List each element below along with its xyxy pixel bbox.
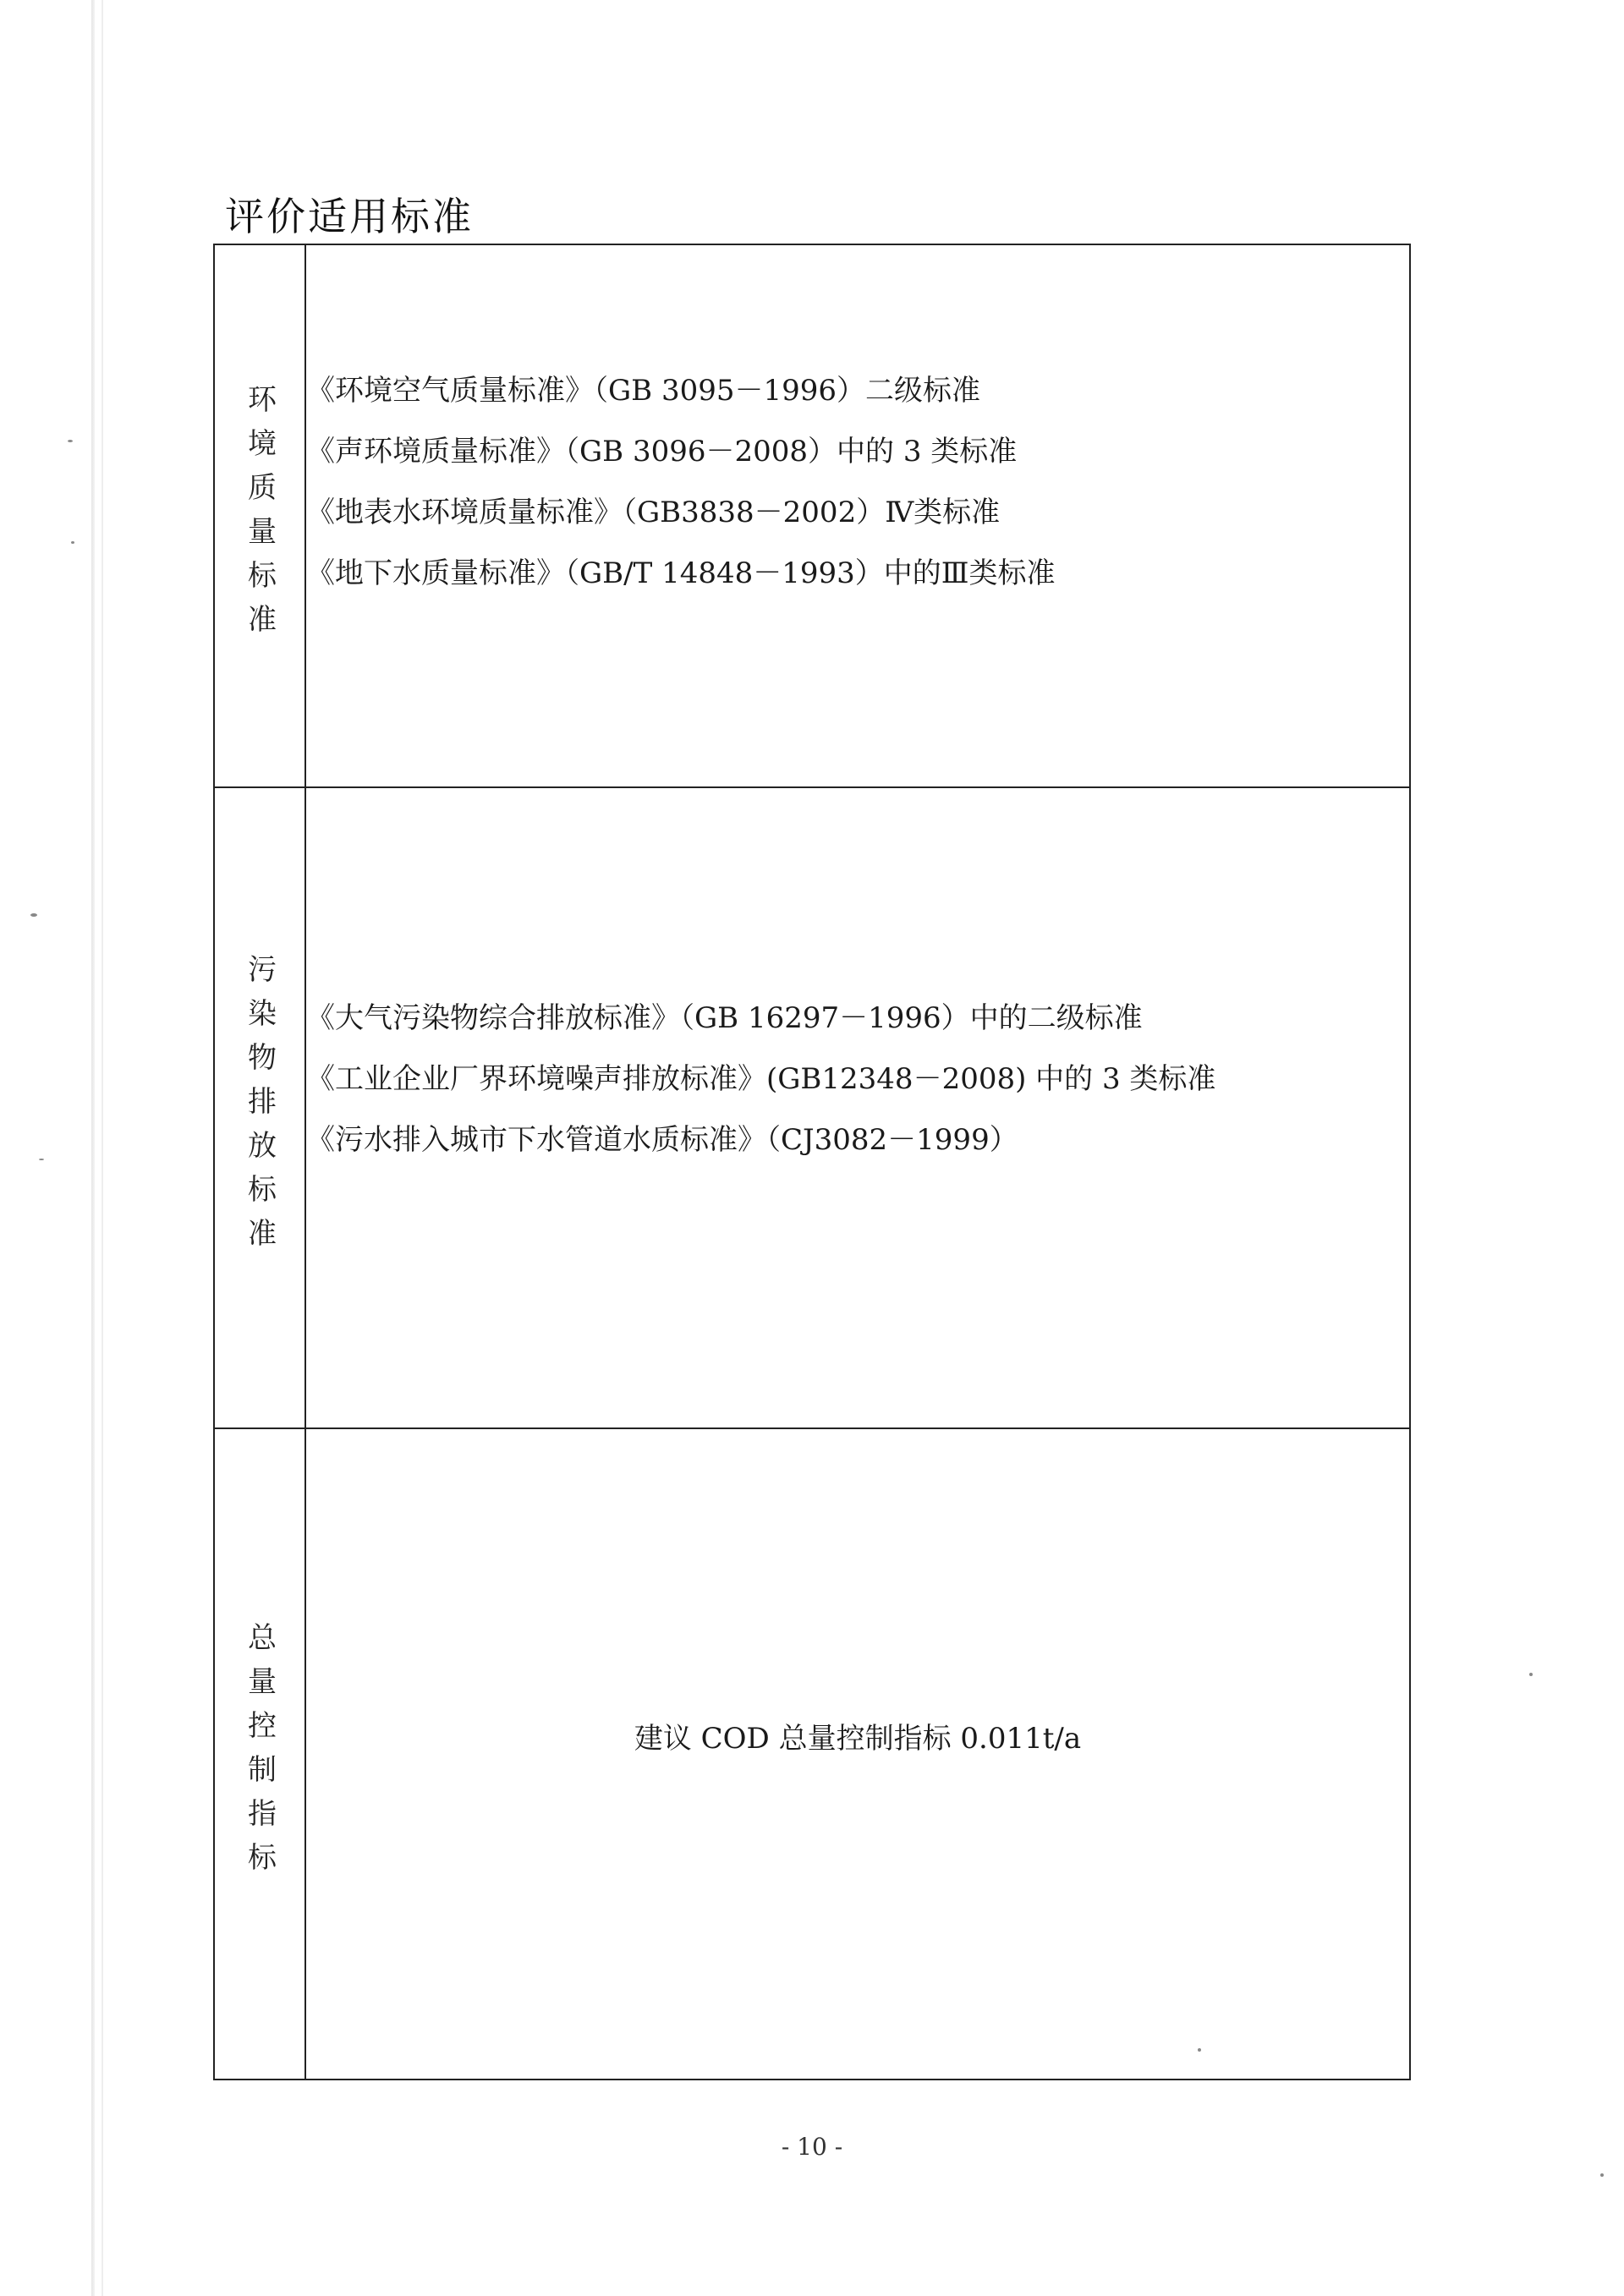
standards-list [306,360,1409,604]
standard-line: 《地下水质量标准》（GB/T 14848－1993）中的Ⅲ类标准 [306,556,1056,590]
scan-speck [71,541,74,544]
standard-line: 《工业企业厂界环境噪声排放标准》(GB12348－2008) 中的 3 类标准 [306,1062,1216,1096]
scan-speck [1600,2173,1604,2177]
table-row-pollutant-emission [215,788,1409,1429]
row-label-cell [215,245,306,786]
row-label: 环境质量标准 [242,384,277,648]
standard-line: 《声环境质量标准》（GB 3096－2008）中的 3 类标准 [306,435,1018,469]
standards-list [306,988,1409,1170]
section-heading: 评价适用标准 [225,194,474,239]
scan-speck [39,1159,44,1160]
scan-speck [68,440,73,442]
scan-speck [30,913,37,917]
row-label: 总量控制指标 [242,1622,277,1886]
standard-line: 《地表水环境质量标准》（GB3838－2002）Ⅳ类标准 [306,496,1001,529]
standard-line: 《污水排入城市下水管道水质标准》（CJ3082－1999） [306,1123,1018,1157]
scan-edge-artifact [102,0,103,2296]
row-label: 污染物排放标准 [242,954,277,1262]
standard-line: 《大气污染物综合排放标准》（GB 16297－1996）中的二级标准 [306,1001,1143,1035]
content-cell [306,1429,1409,2079]
scan-speck [1529,1673,1533,1676]
table-row-total-control [215,1429,1409,2079]
page-number: - 10 - [781,2133,843,2161]
control-indicator-text: 建议 COD 总量控制指标 0.011t/a [634,1722,1082,1756]
row-label-cell [215,788,306,1427]
row-label-cell [215,1429,306,2079]
standards-table [213,244,1411,2080]
table-row-environmental-quality [215,245,1409,788]
standard-line: 《环境空气质量标准》（GB 3095－1996）二级标准 [306,374,981,408]
scan-edge-artifact [91,0,95,2296]
